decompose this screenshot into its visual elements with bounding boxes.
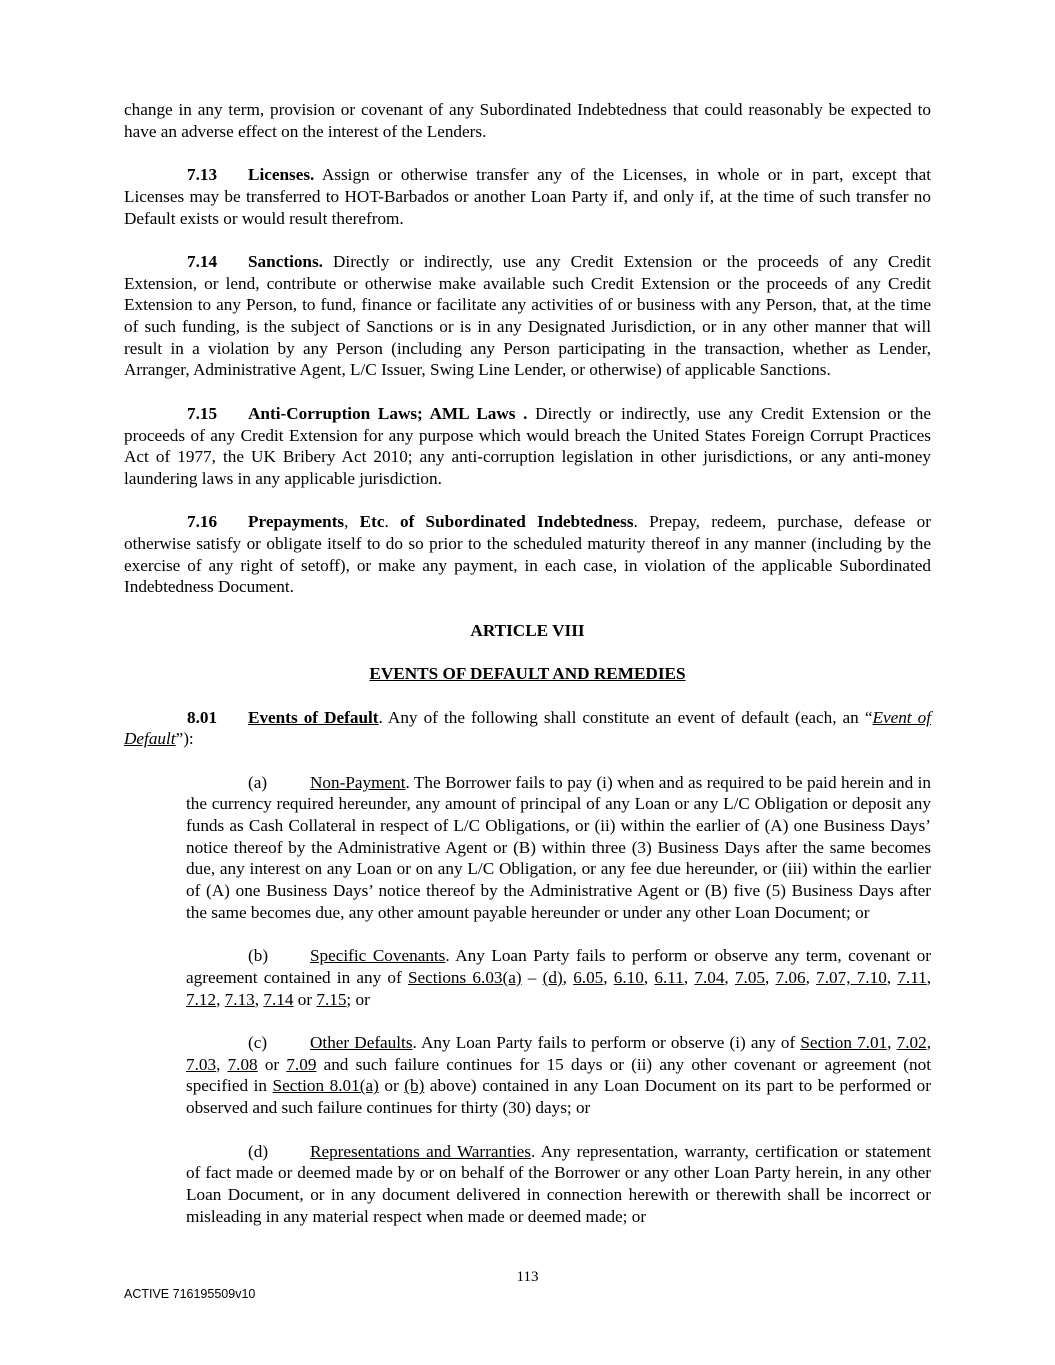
article-title-text: EVENTS OF DEFAULT AND REMEDIES	[369, 664, 686, 684]
separator: ,	[683, 967, 695, 987]
cross-reference: 7.04	[694, 967, 725, 987]
clause-c	[186, 1032, 931, 1119]
section-7-16	[124, 511, 931, 598]
cross-reference: 7.08	[227, 1054, 258, 1074]
clause-text: . Any Loan Party fails to perform or observe any term, covenant or agreement contained in any of	[186, 946, 932, 987]
clause-text: above) contained in any Loan Document on its part to be performed or observed and such failure continues for thirty (30) days; or	[186, 1076, 931, 1118]
separator: ,	[724, 967, 735, 987]
cross-reference: 7.15	[316, 989, 347, 1009]
defined-term: Event of Default	[124, 707, 932, 749]
separator: ,	[805, 967, 817, 987]
separator: ,	[254, 989, 264, 1009]
clause-text: . Any representation, warranty, certification or statement of fact made or deemed made by or on behalf of the Borrower or any other Loan Party herein, in any other Loan Document, or in any document delivered in connection herewith or therewith shall be incorrect or misleading in any material respect when made or deemed made; or	[186, 1141, 932, 1226]
separator: ,	[926, 967, 932, 987]
section-number: 7.13	[187, 165, 218, 185]
section-title: Prepayments	[248, 512, 345, 532]
separator: ,	[216, 989, 225, 1009]
cross-reference: 7.02	[896, 1033, 927, 1053]
clause-label: (d)	[248, 1141, 269, 1161]
cross-reference: 7.13	[224, 989, 255, 1009]
section-number: 7.14	[187, 251, 218, 271]
section-text: Directly or indirectly, use any Credit Extension or the proceeds of any Credit Extension for any purpose which would breach the United States Foreign Corrupt Practices Act of 1977, the UK Bribery Act 2010; any anti-corruption legislation in other jurisdictions, or any anti-money laundering laws in any applicable jurisdiction.	[124, 403, 932, 488]
cross-reference: 7.07, 7.10	[816, 967, 887, 987]
clause-text: . Any Loan Party fails to perform or observe (i) any of	[412, 1033, 801, 1053]
separator: ,	[765, 967, 776, 987]
clause-title: Non-Payment	[310, 772, 406, 792]
section-title: Licenses.	[248, 165, 315, 185]
cross-reference: 6.11	[654, 967, 684, 987]
separator: ,	[887, 1033, 897, 1053]
cross-reference: (b)	[404, 1076, 425, 1096]
section-text: Directly or indirectly, use any Credit Extension or the proceeds of any Credit Extension, or lend, contribute or otherwise make available such Credit Extension or the proceeds of any Credit Extension to any Person, to fund, finance or facilitate any activities of or business with any Person, that, at the time of such funding, is the subject of Sanctions or is in any Designated Jurisdiction, or in any other manner that will result in a violation by any Person (including any Person participating in the transaction, whether as Lender, Arranger, Administrative Agent, L/C Issuer, Swing Line Lender, or otherwise) of applicable Sanctions.	[124, 251, 931, 380]
clause-title: Other Defaults	[310, 1033, 413, 1053]
section-text: . Prepay, redeem, purchase, defease or otherwise satisfy or obligate itself to do so prior to the scheduled maturity thereof in any manner (including by the exercise of any right of setoff), or make any payment, in each case, in violation of the applicable Subordinated Indebtedness Document.	[124, 512, 931, 597]
title-sep: ,	[344, 512, 360, 532]
article-title	[124, 663, 931, 685]
section-text: . Any of the following shall constitute an event of default (each, an “	[378, 707, 873, 727]
clause-title: Representations and Warranties	[310, 1141, 531, 1161]
cross-reference: Section 7.01	[800, 1033, 888, 1053]
cross-reference: 7.12	[186, 989, 217, 1009]
article-heading: ARTICLE VIII	[470, 620, 585, 640]
section-title: Anti-Corruption Laws; AML Laws .	[248, 403, 528, 423]
clause-d	[186, 1141, 931, 1228]
document-footer-id: ACTIVE 716195509v10	[124, 1287, 256, 1301]
clause-end: ; or	[346, 989, 370, 1009]
clause-text: and such failure continues for 15 days or (ii) any other covenant or agreement (not specified in	[186, 1054, 931, 1096]
separator: ,	[562, 967, 574, 987]
section-title: Events of Default	[248, 707, 379, 727]
clause-text: . The Borrower fails to pay (i) when and as required to be paid herein and in the currency required hereunder, any amount of principal of any Loan or any L/C Obligation or deposit any funds as Cash Collateral in respect of L/C Obligations, or (ii) within the earlier of (A) one Business Days’ notice thereof by the Administrative Agent or (B) within three (3) Business Days after the same becomes due, any interest on any Loan or on any L/C Obligation, or any fee due hereunder, or (iii) within the earlier of (A) one Business Days’ notice thereof by the Administrative Agent or (B) five (5) Business Days after the same becomes due, any other amount payable hereunder or under any other Loan Document; or	[186, 772, 931, 922]
section-text-end: ”):	[175, 729, 194, 749]
clause-label: (c)	[248, 1033, 268, 1053]
cross-reference: 6.10	[613, 967, 644, 987]
intro-paragraph: change in any term, provision or covenant of any Subordinated Indebtedness that could reasonably be expected to have an adverse effect on the interest of the Lenders.	[124, 100, 931, 141]
cross-reference: 7.03	[186, 1054, 217, 1074]
section-title: of Subordinated Indebtedness	[400, 512, 634, 532]
cross-reference: 7.11	[897, 967, 927, 987]
separator: or	[257, 1054, 287, 1074]
section-number: 8.01	[187, 707, 218, 727]
section-title: Etc	[359, 512, 385, 532]
clause-label: (b)	[248, 946, 269, 966]
clause-title: Specific Covenants	[310, 946, 446, 966]
cross-reference: 6.05	[573, 967, 604, 987]
separator: ,	[603, 967, 614, 987]
title-sep: .	[384, 512, 400, 532]
separator: –	[521, 967, 543, 987]
page-number: 113	[516, 1269, 539, 1285]
cross-reference: 7.05	[734, 967, 766, 987]
cross-reference: 7.09	[286, 1054, 317, 1074]
section-number: 7.16	[187, 512, 218, 532]
section-7-15	[124, 403, 931, 490]
cross-reference: 7.06	[775, 967, 806, 987]
clause-b	[186, 945, 931, 1010]
section-7-14	[124, 251, 931, 381]
cross-reference: 7.14	[263, 989, 294, 1009]
cross-reference: Section 8.01(a)	[272, 1076, 379, 1096]
clause-label: (a)	[248, 772, 268, 792]
section-text: Assign or otherwise transfer any of the Licenses, in whole or in part, except that Licenses may be transferred to HOT-Barbados or another Loan Party if, and only if, at the time of such transfer no Default exists or would result therefrom.	[124, 165, 931, 228]
separator: ,	[926, 1033, 931, 1053]
section-title: Sanctions.	[248, 251, 323, 271]
clause-a	[186, 772, 931, 924]
section-7-13	[124, 164, 931, 229]
separator: or	[293, 989, 317, 1009]
cross-reference: Sections 6.03(a)	[407, 967, 522, 987]
section-8-01	[124, 707, 931, 750]
document-body	[124, 99, 931, 1227]
separator: ,	[216, 1054, 228, 1074]
section-number: 7.15	[187, 403, 218, 423]
cross-reference: (d)	[542, 967, 563, 987]
separator: ,	[886, 967, 898, 987]
separator: or	[378, 1076, 405, 1096]
separator: ,	[643, 967, 655, 987]
